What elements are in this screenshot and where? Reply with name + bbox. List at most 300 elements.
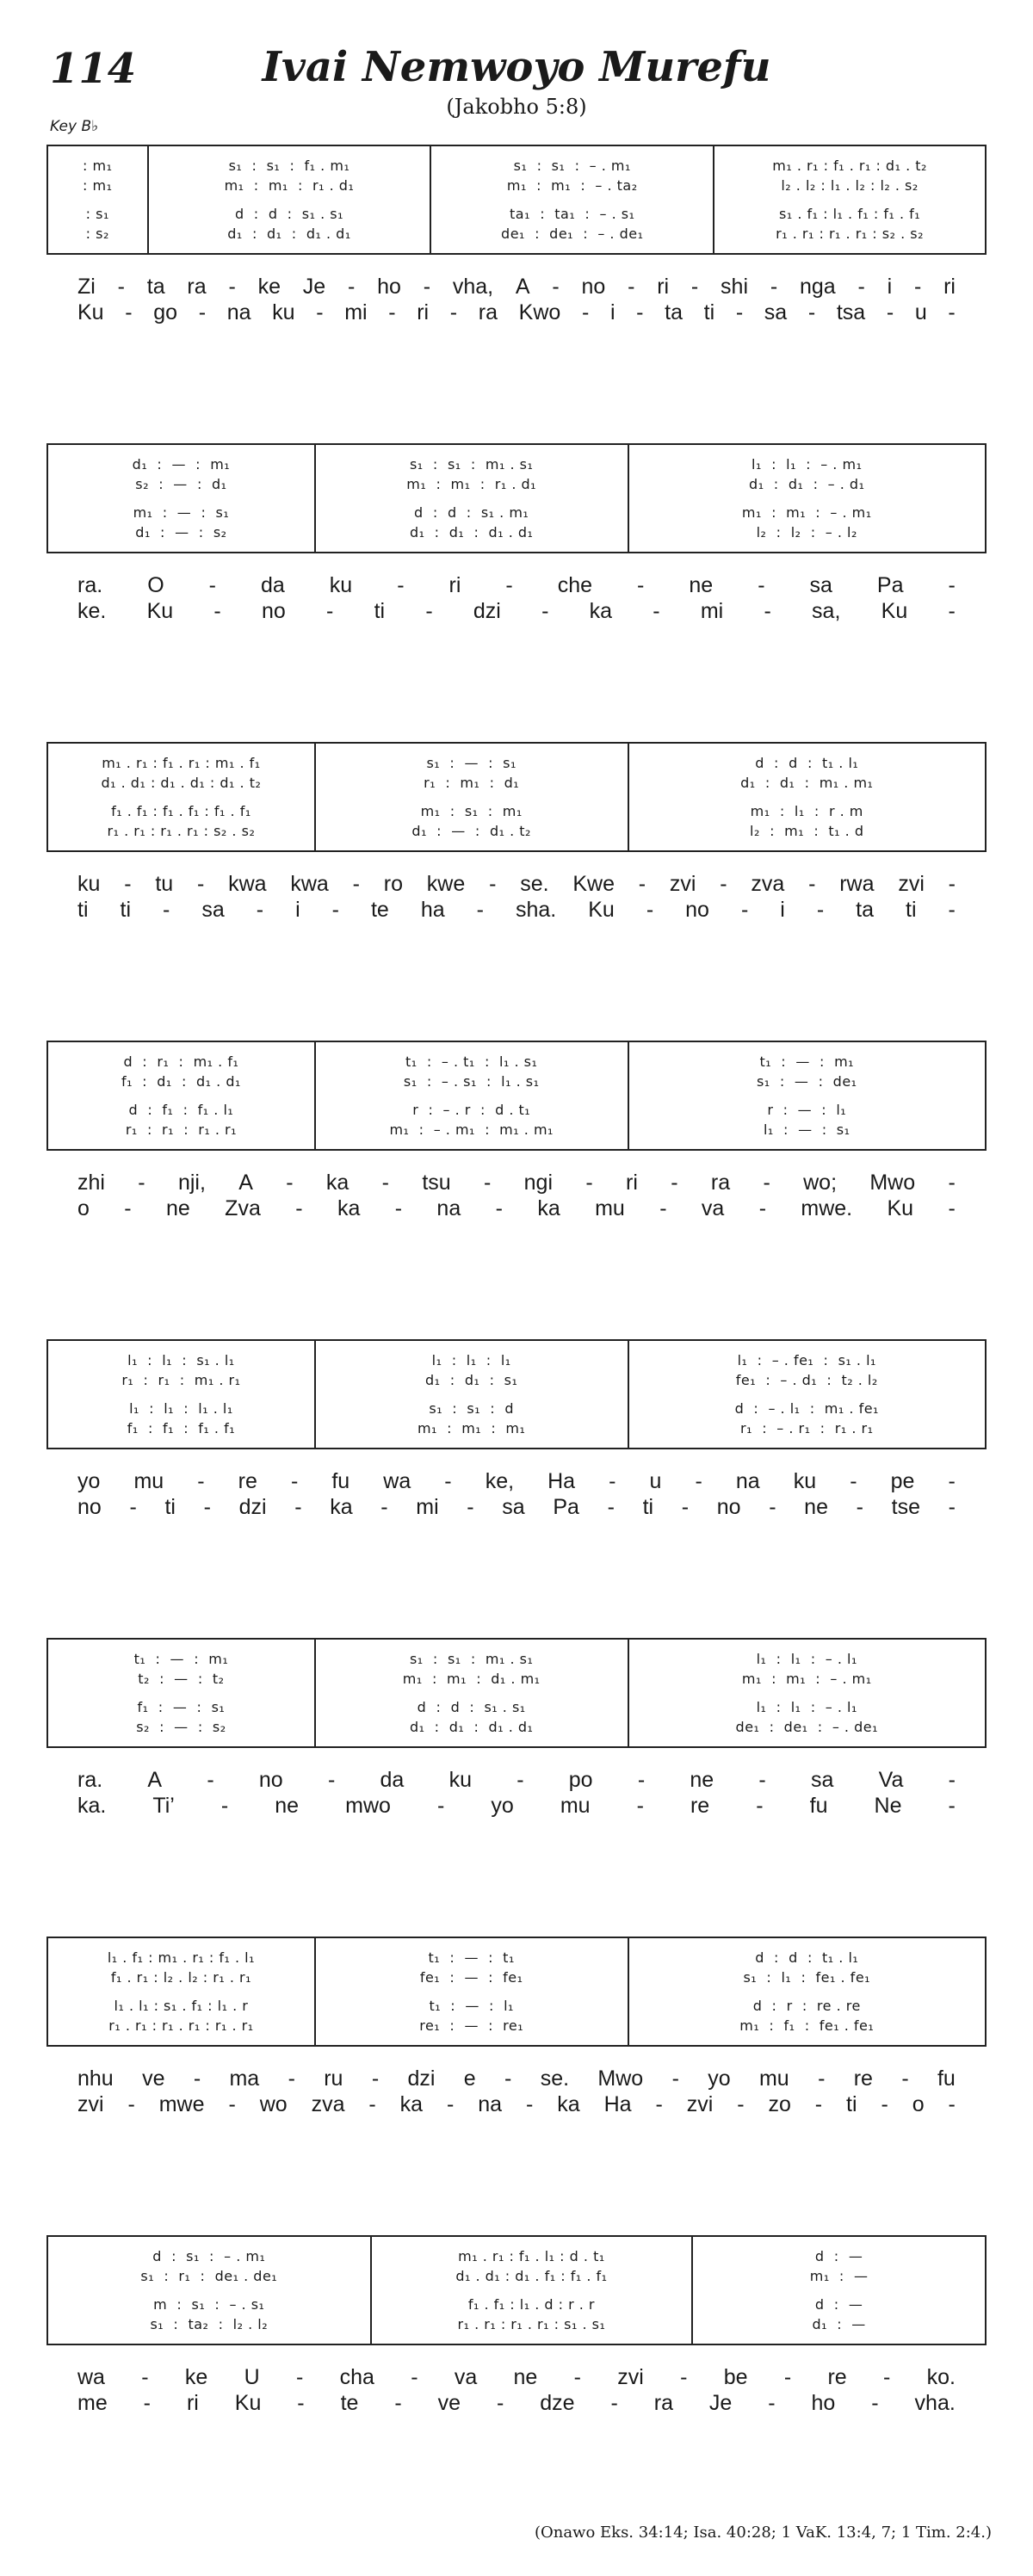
lyric-syllable: ho [377,275,401,299]
lyric-syllable: kwa [290,872,329,896]
lyric-syllable: tsu [422,1171,451,1195]
tenor-part: d : d : s₁ . s₁ [417,1699,526,1715]
lyric-line-verse-1 [46,2066,987,2091]
tenor-part: t₁ : — : l₁ [429,1998,514,2014]
soprano-part: l₁ : l₁ : – . m₁ [752,456,863,473]
lyric-syllable: ke, [485,1469,515,1493]
syllable-hyphen: - [295,1196,303,1220]
lyrics [46,2066,987,2117]
syllable-hyphen: - [552,275,560,299]
lyric-syllable: na [436,1196,461,1220]
staff-gap [316,1390,628,1399]
lyrics [46,1468,987,1520]
lyric-syllable: sa [809,573,832,597]
lyric-syllable: ri [448,573,461,597]
staff-gap [372,2286,692,2295]
syllable-hyphen: - [380,1495,388,1519]
measure [314,1042,628,1149]
lyric-syllable: zvi [669,872,696,896]
syllable-hyphen: - [720,872,727,896]
bass-part: s₁ : ta₂ : l₂ . l₂ [150,2316,269,2332]
lyric-syllable: ra [653,2391,673,2415]
lyric-syllable: ke [257,275,281,299]
syllable-hyphen: - [496,2391,504,2415]
score-box [46,742,987,852]
lyric-syllable: ka [537,1196,560,1220]
lyric-syllable: yo [708,2066,731,2091]
alto-part: s₁ : — : de₁ [756,1073,857,1090]
measure [314,445,628,552]
bass-part: d₁ : d₁ : d₁ . d₁ [409,524,534,541]
measure [370,2237,692,2344]
syllable-hyphen: - [581,300,590,324]
lyric-syllable: sa [810,1768,834,1792]
syllable-hyphen: - [636,300,644,324]
bass-part: d₁ : — : s₂ [135,524,227,541]
lyric-syllable: ri [626,1171,638,1195]
lyric-syllable: na [735,1469,760,1493]
lyric-syllable: ta [665,300,683,324]
syllable-hyphen: - [883,2365,891,2389]
syllable-hyphen: - [818,2066,826,2091]
staff-gap [629,793,985,801]
syllable-hyphen: - [758,1768,766,1792]
staff-gap [629,1987,985,1996]
syllable-hyphen: - [381,1171,389,1195]
lyrics [46,1170,987,1221]
staff-gap [316,1689,628,1697]
lyric-syllable: o [912,2092,925,2116]
syllable-hyphen: - [690,275,699,299]
lyric-syllable: dzi [238,1495,267,1519]
syllable-hyphen: - [423,275,431,299]
lyrics [46,1767,987,1819]
lyric-syllable: no [716,1495,741,1519]
lyric-syllable: i [887,275,893,299]
staff-gap [48,1987,314,1996]
measure [48,1640,314,1746]
alto-part: f₁ : d₁ : d₁ . d₁ [121,1073,241,1090]
lyric-syllable: zva [751,872,785,896]
scripture-subtitle: (Jakobho 5:8) [446,95,587,119]
syllable-hyphen: - [681,1495,690,1519]
lyric-syllable: mi [344,300,368,324]
lyric-syllable: da [260,573,285,597]
tenor-part: r : — : l₁ [767,1102,847,1118]
syllable-hyphen: - [444,1469,452,1493]
measure [48,146,147,253]
alto-part: m₁ : m₁ : r₁ . d₁ [224,177,355,194]
lyric-syllable: ho [811,2391,836,2415]
lyric-syllable: o [77,1196,90,1220]
measure [628,1341,985,1448]
syllable-hyphen: - [768,2391,776,2415]
lyric-syllable: sa [502,1495,525,1519]
syllable-hyphen: - [516,1768,524,1792]
soprano-part: t₁ : — : m₁ [759,1053,855,1070]
lyric-syllable: tu [155,872,174,896]
soprano-part: m₁ . r₁ : f₁ . r₁ : m₁ . f₁ [102,755,261,771]
syllable-hyphen: - [764,599,771,623]
syllable-hyphen: - [326,599,334,623]
measure [628,744,985,850]
soprano-part: s₁ : s₁ : – . m₁ [513,158,631,174]
lyrics [46,274,987,325]
lyric-syllable: va [701,1196,725,1220]
tenor-part: s₁ . f₁ : l₁ . f₁ : f₁ . f₁ [778,206,921,222]
lyric-syllable: re [690,1794,710,1818]
lyric-syllable: cha [339,2365,374,2389]
lyric-syllable: ri [657,275,670,299]
lyric-syllable: ko. [926,2365,956,2389]
soprano-part: s₁ : s₁ : m₁ . s₁ [409,1651,534,1667]
measure [691,2237,985,2344]
syllable-hyphen: - [948,1469,956,1493]
lyric-syllable: ti [120,898,131,922]
lyric-syllable: ka [325,1171,349,1195]
measure [713,146,985,253]
syllable-hyphen: - [228,2092,236,2116]
lyric-syllable: Ku [77,300,104,324]
lyric-line-verse-2 [46,1195,987,1221]
bass-part: r₁ . r₁ : r₁ . r₁ : s₂ . s₂ [776,225,925,242]
lyric-syllable: ngi [523,1171,554,1195]
lyric-syllable: che [557,573,593,597]
lyric-syllable: Ne [874,1794,902,1818]
alto-part: fe₁ : — : fe₁ [419,1969,523,1986]
lyric-syllable: be [723,2365,748,2389]
lyric-syllable: ti [642,1495,654,1519]
lyric-syllable: Zva [225,1196,261,1220]
lyric-syllable: ta [856,898,875,922]
soprano-part: l₁ : – . fe₁ : s₁ . l₁ [737,1352,876,1368]
lyric-syllable: ti [164,1495,176,1519]
syllable-hyphen: - [388,300,396,324]
syllable-hyphen: - [756,1794,764,1818]
hymn-number: 114 [50,45,137,93]
lyric-syllable: rwa [839,872,875,896]
bass-part: d₁ : d₁ : d₁ . d₁ [227,225,351,242]
syllable-hyphen: - [671,1171,678,1195]
bass-part: l₂ : m₁ : t₁ . d [750,823,864,839]
alto-part: r₁ : r₁ : m₁ . r₁ [121,1372,241,1388]
tenor-part: f₁ : — : s₁ [137,1699,226,1715]
syllable-hyphen: - [124,1196,132,1220]
syllable-hyphen: - [948,1768,956,1792]
lyric-syllable: ku [272,300,295,324]
lyric-syllable: mi [416,1495,439,1519]
lyric-syllable: zo [768,2092,791,2116]
lyric-syllable: ra [478,300,498,324]
bass-part: s₂ : — : s₂ [136,1719,226,1735]
soprano-part: t₁ : — : m₁ [133,1651,229,1667]
score-box [46,1041,987,1151]
lyric-syllable: ti [906,898,917,922]
syllable-hyphen: - [143,2391,151,2415]
hymn-title: Ivai Nemwoyo Murefu [262,43,771,91]
soprano-part: m₁ . r₁ : f₁ . r₁ : d₁ . t₂ [772,158,927,174]
bass-part: d₁ : d₁ : d₁ . d₁ [409,1719,534,1735]
lyric-syllable: A [147,1768,163,1792]
syllable-hyphen: - [770,275,778,299]
staff-gap [48,1091,314,1100]
staff-gap [316,793,628,801]
lyric-syllable: U [244,2365,260,2389]
lyric-syllable: te [340,2391,359,2415]
bass-part: r₁ . r₁ : r₁ . r₁ : s₂ . s₂ [107,823,256,839]
lyric-syllable: zvi [617,2365,644,2389]
lyric-syllable: vha, [452,275,494,299]
lyric-syllable: nji, [177,1171,206,1195]
lyric-syllable: mwo [345,1794,391,1818]
measure [628,445,985,552]
lyric-syllable: Ku [234,2391,262,2415]
alto-part: s₁ : r₁ : de₁ . de₁ [140,2268,278,2284]
lyric-syllable: ra [710,1171,731,1195]
tenor-part: d : d : s₁ . m₁ [414,504,529,521]
lyric-syllable: e [463,2066,476,2091]
measure [628,1640,985,1746]
lyric-syllable: zhi [77,1171,105,1195]
alto-part: s₁ : – . s₁ : l₁ . s₁ [403,1073,540,1090]
lyric-syllable: zva [311,2092,345,2116]
staff-gap [629,494,985,503]
lyric-syllable: ri [417,300,430,324]
alto-part: d₁ . d₁ : d₁ . f₁ : f₁ . f₁ [455,2268,608,2284]
tenor-part: d : f₁ : f₁ . l₁ [128,1102,234,1118]
lyric-syllable: mu [560,1794,591,1818]
alto-part: d₁ . d₁ : d₁ . d₁ : d₁ . t₂ [101,775,262,791]
lyric-syllable: fu [937,2066,956,2091]
syllable-hyphen: - [327,1768,336,1792]
syllable-hyphen: - [758,573,765,597]
lyric-syllable: ve [437,2391,461,2415]
measure [628,1042,985,1149]
lyric-syllable: sa [201,898,225,922]
syllable-hyphen: - [857,275,865,299]
lyric-syllable: da [380,1768,405,1792]
syllable-hyphen: - [220,1794,229,1818]
soprano-part: l₁ : l₁ : l₁ [431,1352,511,1368]
tenor-part: d : d : s₁ . s₁ [234,206,343,222]
lyric-syllable: ne [690,1768,714,1792]
lyric-syllable: no [258,1768,283,1792]
lyric-syllable: Mwo [869,1171,916,1195]
bass-part: m₁ : – . m₁ : m₁ . m₁ [389,1121,554,1138]
lyric-syllable: ti [77,898,89,922]
lyric-syllable: nga [799,275,836,299]
soprano-part: d : d : t₁ . l₁ [755,755,859,771]
soprano-part: d : d : t₁ . l₁ [755,1949,859,1966]
lyric-syllable: ta [146,275,165,299]
syllable-hyphen: - [196,872,205,896]
bass-part: re₁ : — : re₁ [419,2017,524,2034]
bass-part: d₁ : — [812,2316,866,2332]
lyric-line-verse-2 [46,1793,987,1819]
alto-part: s₁ : l₁ : fe₁ . fe₁ [743,1969,871,1986]
lyric-syllable: re [238,1469,257,1493]
syllable-hyphen: - [371,2066,380,2091]
lyric-line-verse-2 [46,2390,987,2416]
bass-part: r₁ . r₁ : r₁ . r₁ : r₁ . r₁ [108,2017,254,2034]
lyric-syllable: Mwo [597,2066,644,2091]
lyric-syllable: ka [330,1495,353,1519]
lyric-syllable: mwe [158,2092,205,2116]
lyric-syllable: ne [165,1196,190,1220]
alto-part: s₂ : — : d₁ [135,476,227,492]
staff-gap [629,1091,985,1100]
syllable-hyphen: - [125,300,133,324]
staff-gap [316,1987,628,1996]
lyric-syllable: zvi [898,872,925,896]
staff-gap [629,1390,985,1399]
syllable-hyphen: - [198,300,207,324]
lyric-line-verse-1 [46,572,987,598]
lyric-syllable: Ku [588,898,615,922]
lyric-syllable: wo; [803,1171,838,1195]
lyric-syllable: tse [891,1495,920,1519]
syllable-hyphen: - [295,2365,304,2389]
syllable-hyphen: - [141,2365,149,2389]
syllable-hyphen: - [484,1171,492,1195]
lyric-syllable: dzi [473,599,501,623]
staff-gap [48,2286,370,2295]
alto-part: m₁ : m₁ : d₁ . m₁ [402,1671,541,1687]
bass-part: r₁ . r₁ : r₁ . r₁ : s₁ . s₁ [457,2316,606,2332]
syllable-hyphen: - [646,898,654,922]
lyric-syllable: ku [329,573,353,597]
measure [314,1640,628,1746]
syllable-hyphen: - [758,1196,767,1220]
syllable-hyphen: - [573,2365,581,2389]
score-box [46,443,987,553]
staff-gap [316,1091,628,1100]
syllable-hyphen: - [610,2391,618,2415]
lyric-syllable: ri [943,275,956,299]
syllable-hyphen: - [124,872,132,896]
lyric-syllable: ra. [77,1768,103,1792]
syllable-hyphen: - [585,1171,593,1195]
lyric-syllable: pe [890,1469,915,1493]
syllable-hyphen: - [948,1794,956,1818]
staff-gap [48,1390,314,1399]
syllable-hyphen: - [197,1469,205,1493]
tenor-part: d : r : re . re [752,1998,861,2014]
lyric-syllable: shi [721,275,749,299]
syllable-hyphen: - [411,2365,418,2389]
soprano-part: l₁ : l₁ : s₁ . l₁ [127,1352,235,1368]
lyric-syllable: na [478,2092,503,2116]
lyric-syllable: yo [77,1469,101,1493]
lyric-syllable: ra. [77,573,103,597]
lyric-syllable: ti [703,300,715,324]
bass-part: m₁ : f₁ : fe₁ . fe₁ [739,2017,875,2034]
tenor-part: d : — [814,2296,863,2313]
syllable-hyphen: - [397,573,405,597]
lyric-syllable: ma [229,2066,260,2091]
staff-gap [48,1689,314,1697]
bass-part: de₁ : de₁ : – . de₁ [735,1719,878,1735]
staff-gap [714,195,985,204]
score-box [46,1937,987,2047]
syllable-hyphen: - [816,898,825,922]
lyric-syllable: Ti’ [152,1794,175,1818]
syllable-hyphen: - [467,1495,474,1519]
tenor-part: m₁ : — : s₁ [133,504,230,521]
syllable-hyphen: - [948,872,956,896]
lyric-syllable: tsa [836,300,866,324]
measure [48,2237,370,2344]
syllable-hyphen: - [807,300,816,324]
lyric-syllable: ka [399,2092,424,2116]
syllable-hyphen: - [489,872,497,896]
measure [314,744,628,850]
syllable-hyphen: - [948,300,956,324]
tenor-part: r : – . r : d . t₁ [412,1102,531,1118]
syllable-hyphen: - [163,898,170,922]
lyric-syllable: Ku [146,599,174,623]
tenor-part: m₁ : l₁ : r . m [750,803,863,819]
tenor-part: : s₁ [85,206,109,222]
lyric-syllable: me [77,2391,108,2415]
lyric-syllable: na [226,300,251,324]
syllable-hyphen: - [294,1495,302,1519]
lyric-syllable: O [147,573,164,597]
lyric-syllable: ku [448,1768,472,1792]
syllable-hyphen: - [525,2092,534,2116]
lyric-syllable: ka [557,2092,580,2116]
lyric-syllable: u [914,300,927,324]
alto-part: r₁ : m₁ : d₁ [424,775,520,791]
soprano-part: d : r₁ : m₁ . f₁ [123,1053,239,1070]
score-box [46,1339,987,1449]
syllable-hyphen: - [541,599,549,623]
soprano-part: s₁ : s₁ : m₁ . s₁ [409,456,534,473]
syllable-hyphen: - [948,898,956,922]
syllable-hyphen: - [901,2066,909,2091]
syllable-hyphen: - [203,1495,211,1519]
syllable-hyphen: - [655,2092,663,2116]
lyric-syllable: Kwo [518,300,561,324]
hymn-header [0,0,1033,138]
syllable-hyphen: - [207,1768,214,1792]
lyric-line-verse-1 [46,1468,987,1494]
lyric-syllable: mi [700,599,724,623]
tenor-part: ta₁ : ta₁ : – . s₁ [510,206,635,222]
tenor-part: s₁ : s₁ : d [429,1400,514,1417]
syllable-hyphen: - [814,2092,823,2116]
tenor-part: l₁ : l₁ : l₁ . l₁ [129,1400,233,1417]
measure [48,1042,314,1149]
syllable-hyphen: - [628,275,635,299]
lyric-line-verse-2 [46,598,987,624]
alto-part: m₁ : m₁ : – . m₁ [741,1671,872,1687]
lyrics [46,2364,987,2416]
lyric-syllable: ti [846,2092,857,2116]
syllable-hyphen: - [638,872,646,896]
syllable-hyphen: - [763,1171,770,1195]
lyric-syllable: ke [184,2365,208,2389]
lyric-line-verse-1 [46,1767,987,1793]
measure [48,445,314,552]
lyric-syllable: Je [708,2391,733,2415]
lyric-syllable: sha. [515,898,557,922]
lyric-syllable: re [853,2066,873,2091]
lyric-syllable: vha. [914,2391,956,2415]
lyric-syllable: i [295,898,300,922]
soprano-part: s₁ : — : s₁ [426,755,516,771]
lyric-syllable: ti [374,599,386,623]
